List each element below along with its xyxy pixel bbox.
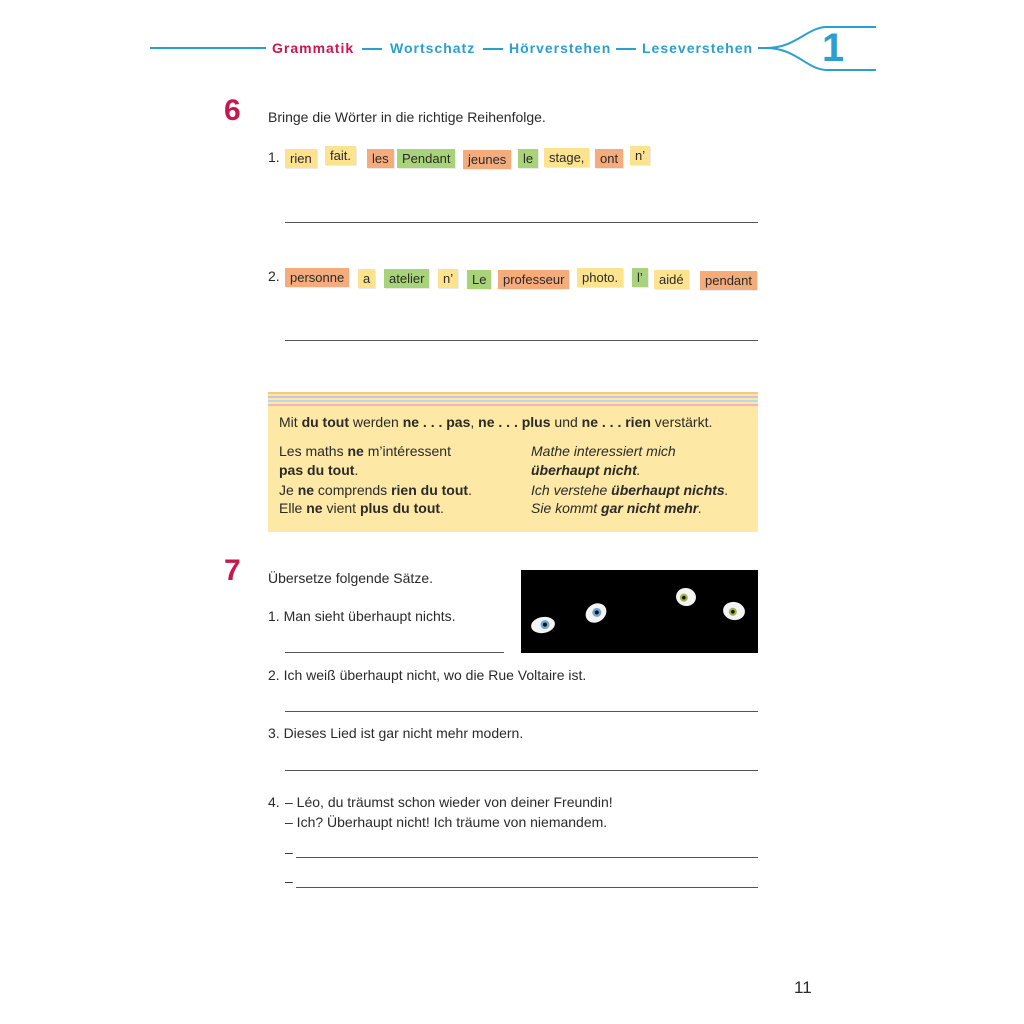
answer-line <box>285 652 504 653</box>
word-chip: atelier <box>384 269 429 288</box>
grammar-box <box>268 392 758 532</box>
eyes-in-dark-image <box>521 570 758 653</box>
header-rule-sep <box>362 48 382 50</box>
exercise-number: 7 <box>224 554 241 587</box>
word-chip: le <box>518 149 538 168</box>
dash: – <box>285 844 293 860</box>
answer-line <box>285 711 758 712</box>
exercise-number: 6 <box>224 94 241 127</box>
word-chip: pendant <box>700 271 757 290</box>
word-chip: a <box>358 269 375 288</box>
word-chip: photo. <box>577 268 623 287</box>
answer-line <box>285 222 758 223</box>
translation-item-1: 1. Man sieht überhaupt nichts. <box>268 608 456 624</box>
header-rule-sep <box>616 48 636 50</box>
example-fr-1: Les maths ne m’intéressent <box>279 443 451 459</box>
word-chip: fait. <box>325 146 356 165</box>
word-chip: les <box>367 149 394 168</box>
word-chip: jeunes <box>463 150 511 169</box>
chapter-tab <box>756 22 880 76</box>
word-chip: aidé <box>654 270 689 289</box>
word-chip: Pendant <box>397 149 455 168</box>
page-number: 11 <box>794 978 812 997</box>
eyes-illustration <box>521 570 758 653</box>
grammar-rule: Mit du tout werden ne . . . pas, ne . . . plus und ne . . . rien verstärkt. <box>279 414 713 430</box>
example-fr-2: pas du tout. <box>279 462 359 478</box>
example-fr-3: Je ne comprends rien du tout. <box>279 482 472 498</box>
translation-item-3: 3. Dieses Lied ist gar nicht mehr modern. <box>268 725 524 741</box>
word-chip: rien <box>285 149 317 168</box>
item-number: 2. <box>268 268 280 284</box>
exercise-instruction: Bringe die Wörter in die richtige Reihenfolge. <box>268 109 546 125</box>
nav-leseverstehen: Leseverstehen <box>642 40 754 56</box>
word-chip: n’ <box>630 146 650 165</box>
word-chip: ont <box>595 149 623 168</box>
word-chip: professeur <box>498 270 569 289</box>
answer-line <box>285 340 758 341</box>
dash: – <box>285 873 293 889</box>
answer-line <box>296 857 758 858</box>
header-rule-left <box>150 47 266 49</box>
nav-hoerverstehen: Hörverstehen <box>509 40 612 56</box>
word-chip: stage, <box>544 148 589 167</box>
dialog-line-1: – Léo, du träumst schon wieder von deiner Freundin! <box>285 794 613 810</box>
box-stripes <box>268 392 758 406</box>
answer-line <box>285 770 758 771</box>
translation-item-2: 2. Ich weiß überhaupt nicht, wo die Rue Voltaire ist. <box>268 667 587 683</box>
word-chip: Le <box>467 270 491 289</box>
item-number: 4. <box>268 794 280 810</box>
dialog-line-2: – Ich? Überhaupt nicht! Ich träume von niemandem. <box>285 814 608 830</box>
word-chip: l’ <box>632 268 648 287</box>
exercise-instruction: Übersetze folgende Sätze. <box>268 570 433 586</box>
example-de-3: Ich verstehe überhaupt nichts. <box>531 482 729 498</box>
word-chip: personne <box>285 268 349 287</box>
word-chip: n’ <box>438 269 458 288</box>
nav-grammatik: Grammatik <box>272 40 355 56</box>
example-de-2: überhaupt nicht. <box>531 462 641 478</box>
header-rule-sep <box>483 48 503 50</box>
answer-line <box>296 887 758 888</box>
example-de-4: Sie kommt gar nicht mehr. <box>531 500 703 516</box>
example-de-1: Mathe interessiert mich <box>531 443 676 459</box>
item-number: 1. <box>268 149 280 165</box>
chapter-number: 1 <box>822 26 845 70</box>
example-fr-4: Elle ne vient plus du tout. <box>279 500 444 516</box>
nav-wortschatz: Wortschatz <box>390 40 476 56</box>
